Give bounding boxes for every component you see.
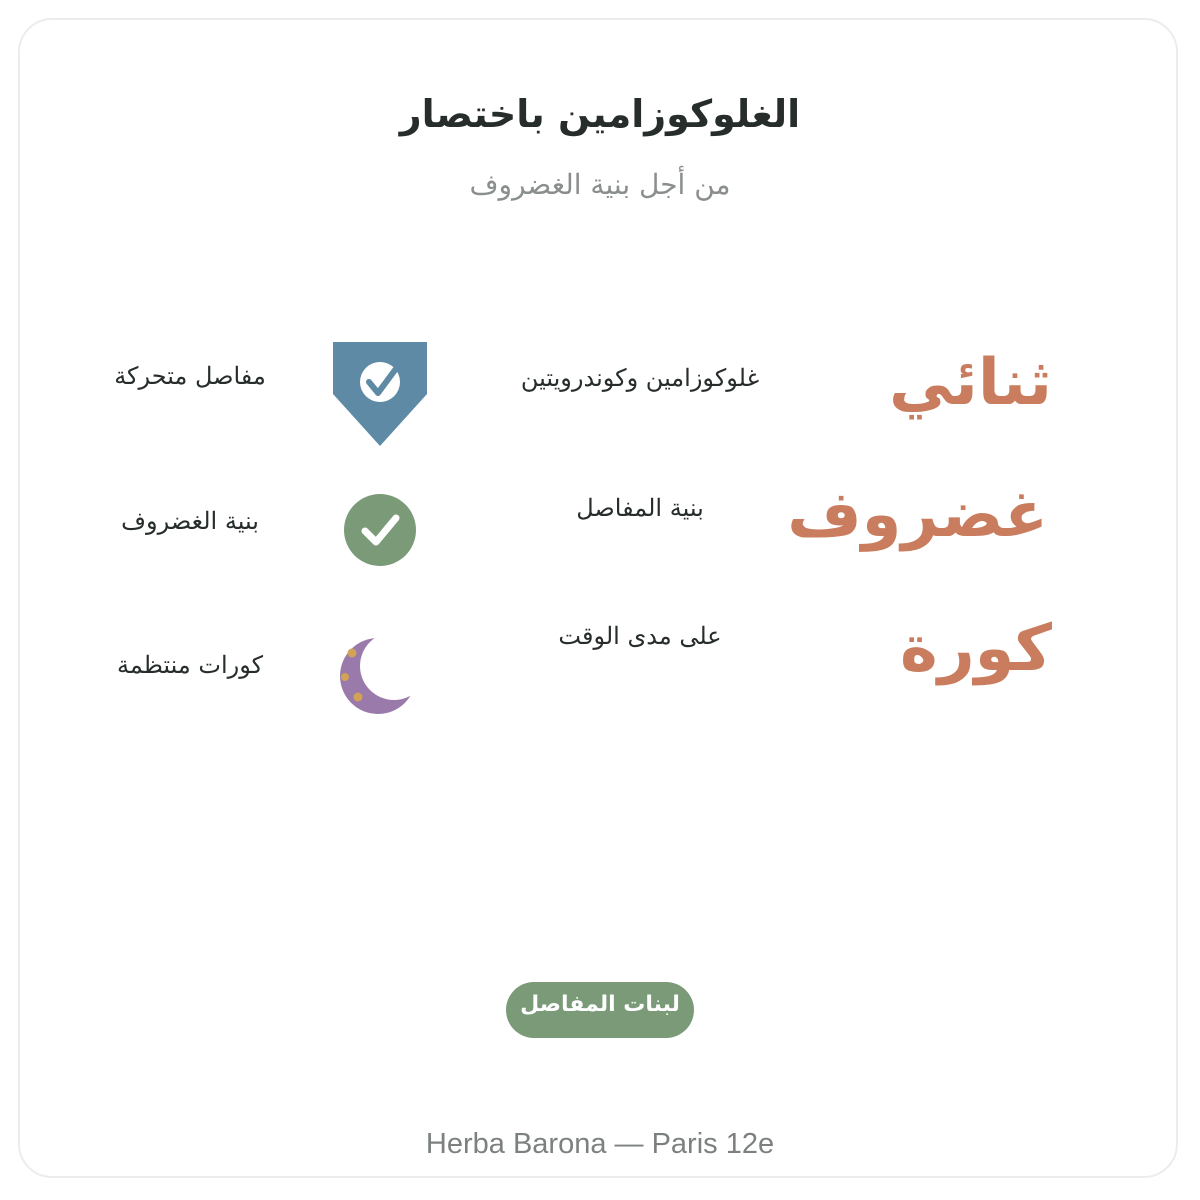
- check-circle-icon: [344, 494, 416, 566]
- row-description: بنية المفاصل: [576, 494, 704, 522]
- row-description: غلوكوزامين وكوندرويتين: [520, 364, 760, 392]
- row-benefit: كورات منتظمة: [116, 651, 264, 679]
- crescent-moon-icon: [338, 634, 418, 716]
- row-description: على مدى الوقت: [558, 622, 722, 650]
- row-benefit: مفاصل متحركة: [114, 362, 266, 390]
- shield-check-icon: [333, 342, 427, 446]
- page-title: الغلوكوزامين باختصار: [399, 92, 801, 136]
- keyword-cartilage: غضروف: [787, 478, 1048, 552]
- joint-blocks-button[interactable]: لبنات المفاصل: [506, 982, 694, 1038]
- page-subtitle: من أجل بنية الغضروف: [469, 168, 731, 201]
- row-benefit: بنية الغضروف: [121, 507, 259, 535]
- keyword-course: كورة: [900, 612, 1052, 686]
- footer-brand: Herba Barona — Paris 12e: [425, 1128, 775, 1160]
- keyword-duo: ثنائي: [889, 346, 1052, 420]
